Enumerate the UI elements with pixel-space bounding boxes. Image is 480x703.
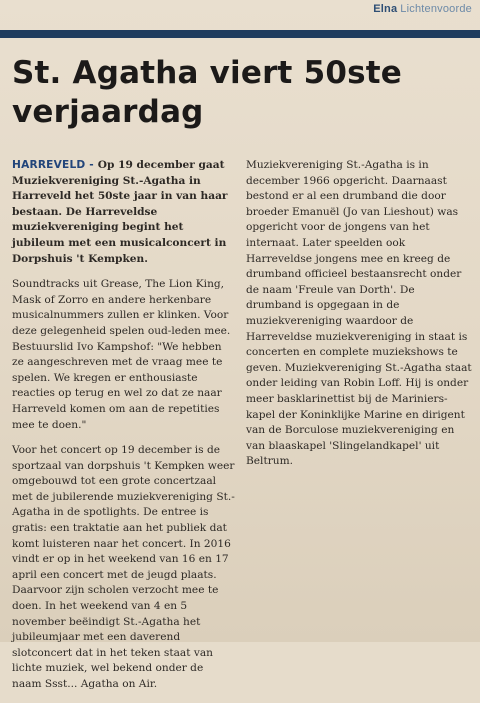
masthead-paper-name: Elna bbox=[373, 3, 398, 15]
article-lead-paragraph bbox=[12, 158, 236, 267]
article-column-right bbox=[246, 158, 472, 480]
article-paragraph-1: Soundtracks uit Grease, The Lion King, Mask of Zorro en andere herkenbare musicalnummers zullen er klinken. Voor deze gelegenheid spelen oud-leden mee. Bestuurslid Ivo Kampshof: "We hebben ze aangeschreven met de vraag mee te spelen. We kregen er enthousiaste reacties op terug en wel zo dat ze naar Harreveld komen om aan de repetities mee te doen." bbox=[12, 278, 231, 431]
article-paragraph-2: Voor het concert op 19 december is de sportzaal van dorpshuis 't Kempken weer omgebouwd tot een grote concertzaal met de jubilerende muziekvereniging St.-Agatha in de spotlights. De entree is gratis: een traktatie aan het publiek dat komt luisteren naar het concert. In 2016 vindt er op in het weekend van 16 en 17 april een concert met de jeugd plaats. Daarvoor zijn scholen verzocht mee te doen. In het weekend van 4 en 5 november beëindigt St.-Agatha het jubileumjaar met een daverend slotconcert dat in het teken staat van lichte muziek, wel bekend onder de naam Ssst... Agatha on Air. bbox=[12, 444, 235, 690]
article-lead: Op 19 december gaat Muziekvereniging St.-Agatha in Harreveld het 50ste jaar in van haar bestaan. De Harreveldse muziekvereniging begint het jubileum met een musicalconcert in Dorpshuis 't Kempken. bbox=[12, 159, 228, 265]
article-paragraph-3: Muziekvereniging St.-Agatha is in december 1966 opgericht. Daarnaast bestond er al een drumband die door broeder Emanuël (Jo van Lieshout) was opgericht voor de jongens van het internaat. Later speelden ook Harreveldse jongens mee en kreeg de drumband officieel bestaansrecht onder de naam 'Freule van Dorth'. De drumband is opgegaan in de muziekvereniging waardoor de Harreveldse muziekvereniging in staat is concerten en complete muziekshows te geven. Muziekvereniging St.-Agatha staat onder leiding van Robin Loff. Hij is onder meer basklarinettist bij de Marinierskapel der Koninklijke Marine en dirigent van de Borculose muziekvereniging en van blaaskapel 'Slingelandkapel' uit Beltrum. bbox=[246, 159, 472, 468]
dateline-separator: - bbox=[85, 159, 98, 171]
article-dateline: HARREVELD bbox=[12, 159, 86, 171]
article-column-left bbox=[12, 158, 236, 703]
masthead-edition: Lichtenvoorde bbox=[400, 3, 472, 15]
article-headline: St. Agatha viert 50ste verjaardag bbox=[12, 55, 403, 130]
masthead-rule bbox=[0, 30, 480, 38]
masthead bbox=[373, 3, 472, 15]
